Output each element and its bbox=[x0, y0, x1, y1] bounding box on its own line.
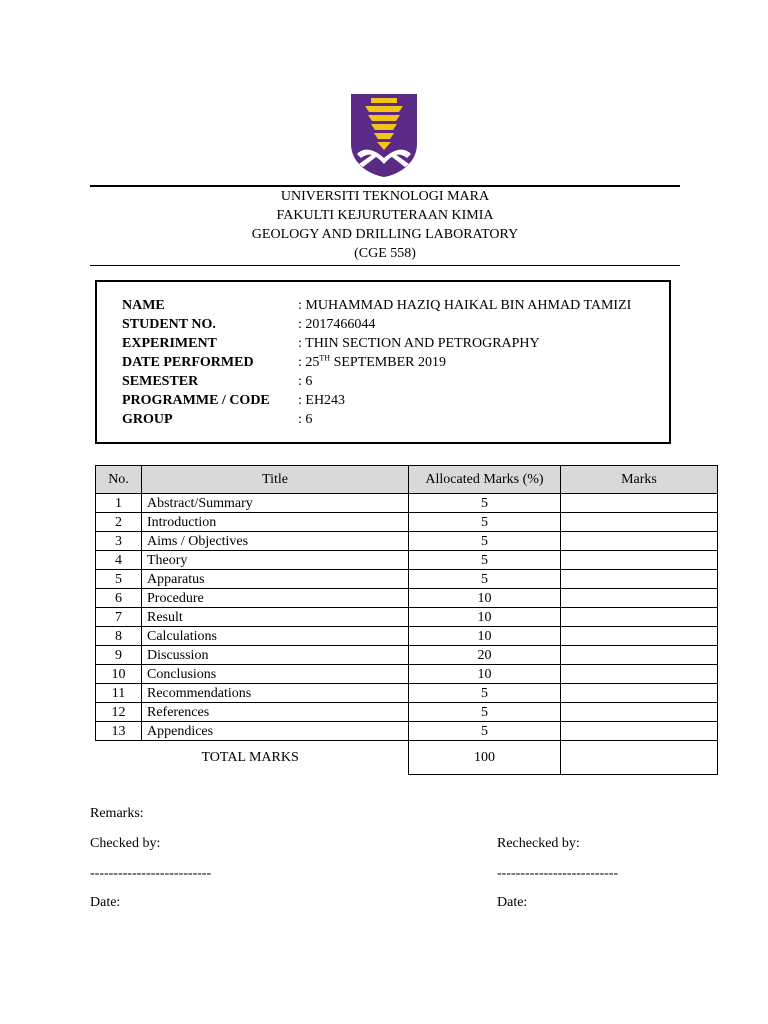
row-title: Appendices bbox=[142, 722, 409, 741]
info-value: : 6 bbox=[298, 412, 313, 427]
total-allocated-marks: 100 bbox=[409, 741, 561, 775]
info-label: PROGRAMME / CODE bbox=[122, 393, 270, 408]
student-info-box bbox=[95, 280, 671, 444]
row-marks-cell bbox=[561, 513, 718, 532]
row-marks-cell bbox=[561, 608, 718, 627]
table-row bbox=[96, 494, 718, 513]
info-label: GROUP bbox=[122, 412, 173, 427]
row-allocated-marks: 5 bbox=[409, 513, 561, 532]
row-allocated-marks: 5 bbox=[409, 684, 561, 703]
row-allocated-marks: 5 bbox=[409, 570, 561, 589]
row-allocated-marks: 5 bbox=[409, 532, 561, 551]
info-label: DATE PERFORMED bbox=[122, 355, 254, 370]
marks-table bbox=[95, 465, 718, 775]
header-allocated-marks: Allocated Marks (%) bbox=[409, 466, 561, 494]
header-bottom-rule bbox=[90, 265, 680, 266]
row-title: Introduction bbox=[142, 513, 409, 532]
row-number: 9 bbox=[96, 646, 142, 665]
checked-date-label: Date: bbox=[90, 895, 121, 910]
row-number: 4 bbox=[96, 551, 142, 570]
row-allocated-marks: 10 bbox=[409, 608, 561, 627]
info-value: : 6 bbox=[298, 374, 313, 389]
row-marks-cell bbox=[561, 646, 718, 665]
row-allocated-marks: 10 bbox=[409, 589, 561, 608]
row-allocated-marks: 10 bbox=[409, 627, 561, 646]
table-row bbox=[96, 513, 718, 532]
row-title: Procedure bbox=[142, 589, 409, 608]
info-value: : EH243 bbox=[298, 393, 346, 408]
table-row bbox=[96, 646, 718, 665]
row-number: 13 bbox=[96, 722, 142, 741]
info-label: STUDENT NO. bbox=[122, 317, 216, 332]
info-label: SEMESTER bbox=[122, 374, 199, 389]
faculty-name: FAKULTI KEJURUTERAAN KIMIA bbox=[276, 208, 494, 223]
row-marks-cell bbox=[561, 589, 718, 608]
row-title: Conclusions bbox=[142, 665, 409, 684]
row-allocated-marks: 20 bbox=[409, 646, 561, 665]
row-number: 8 bbox=[96, 627, 142, 646]
total-marks-cell bbox=[561, 741, 718, 775]
row-allocated-marks: 5 bbox=[409, 494, 561, 513]
row-number: 6 bbox=[96, 589, 142, 608]
row-marks-cell bbox=[561, 722, 718, 741]
university-name: UNIVERSITI TEKNOLOGI MARA bbox=[280, 189, 490, 204]
table-row bbox=[96, 722, 718, 741]
date-ordinal: TH bbox=[319, 353, 331, 363]
remarks-label: Remarks: bbox=[90, 806, 144, 821]
row-marks-cell bbox=[561, 494, 718, 513]
table-row bbox=[96, 532, 718, 551]
info-value bbox=[298, 353, 446, 372]
row-number: 2 bbox=[96, 513, 142, 532]
row-marks-cell bbox=[561, 684, 718, 703]
row-title: Calculations bbox=[142, 627, 409, 646]
date-month-year: SEPTEMBER 2019 bbox=[330, 355, 446, 370]
row-marks-cell bbox=[561, 703, 718, 722]
row-title: Abstract/Summary bbox=[142, 494, 409, 513]
info-label: NAME bbox=[122, 298, 165, 313]
total-marks-label: TOTAL MARKS bbox=[142, 741, 409, 775]
table-row bbox=[96, 589, 718, 608]
row-title: Recommendations bbox=[142, 684, 409, 703]
row-title: Apparatus bbox=[142, 570, 409, 589]
document-header bbox=[90, 187, 680, 263]
university-logo bbox=[349, 92, 419, 178]
row-number: 3 bbox=[96, 532, 142, 551]
course-code: (CGE 558) bbox=[354, 246, 416, 261]
info-value: : MUHAMMAD HAZIQ HAIKAL BIN AHMAD TAMIZI bbox=[298, 298, 632, 313]
rechecked-by-label: Rechecked by: bbox=[497, 836, 580, 851]
row-marks-cell bbox=[561, 665, 718, 684]
info-label: EXPERIMENT bbox=[122, 336, 217, 351]
row-allocated-marks: 5 bbox=[409, 722, 561, 741]
row-allocated-marks: 5 bbox=[409, 703, 561, 722]
rechecked-date-label: Date: bbox=[497, 895, 528, 910]
date-day: : 25 bbox=[298, 355, 320, 370]
rechecked-signature-line: -------------------------- bbox=[497, 866, 619, 881]
table-row bbox=[96, 608, 718, 627]
table-row bbox=[96, 551, 718, 570]
row-marks-cell bbox=[561, 532, 718, 551]
checked-signature-line: -------------------------- bbox=[90, 866, 212, 881]
row-number: 7 bbox=[96, 608, 142, 627]
table-row bbox=[96, 684, 718, 703]
row-marks-cell bbox=[561, 627, 718, 646]
row-marks-cell bbox=[561, 570, 718, 589]
row-marks-cell bbox=[561, 551, 718, 570]
row-number: 1 bbox=[96, 494, 142, 513]
row-number: 5 bbox=[96, 570, 142, 589]
row-allocated-marks: 10 bbox=[409, 665, 561, 684]
header-title: Title bbox=[142, 466, 409, 494]
row-title: Aims / Objectives bbox=[142, 532, 409, 551]
laboratory-name: GEOLOGY AND DRILLING LABORATORY bbox=[251, 227, 519, 242]
header-marks: Marks bbox=[561, 466, 718, 494]
table-header-row bbox=[96, 466, 718, 494]
row-number: 12 bbox=[96, 703, 142, 722]
row-title: Discussion bbox=[142, 646, 409, 665]
checked-by-label: Checked by: bbox=[90, 836, 161, 851]
row-allocated-marks: 5 bbox=[409, 551, 561, 570]
table-row bbox=[96, 627, 718, 646]
table-row bbox=[96, 703, 718, 722]
row-number: 10 bbox=[96, 665, 142, 684]
info-value: : THIN SECTION AND PETROGRAPHY bbox=[298, 336, 540, 351]
total-blank-cell bbox=[96, 741, 142, 775]
row-title: Theory bbox=[142, 551, 409, 570]
header-no: No. bbox=[96, 466, 142, 494]
row-title: Result bbox=[142, 608, 409, 627]
table-row bbox=[96, 570, 718, 589]
info-value: : 2017466044 bbox=[298, 317, 376, 332]
total-row bbox=[96, 741, 718, 775]
row-number: 11 bbox=[96, 684, 142, 703]
table-row bbox=[96, 665, 718, 684]
row-title: References bbox=[142, 703, 409, 722]
